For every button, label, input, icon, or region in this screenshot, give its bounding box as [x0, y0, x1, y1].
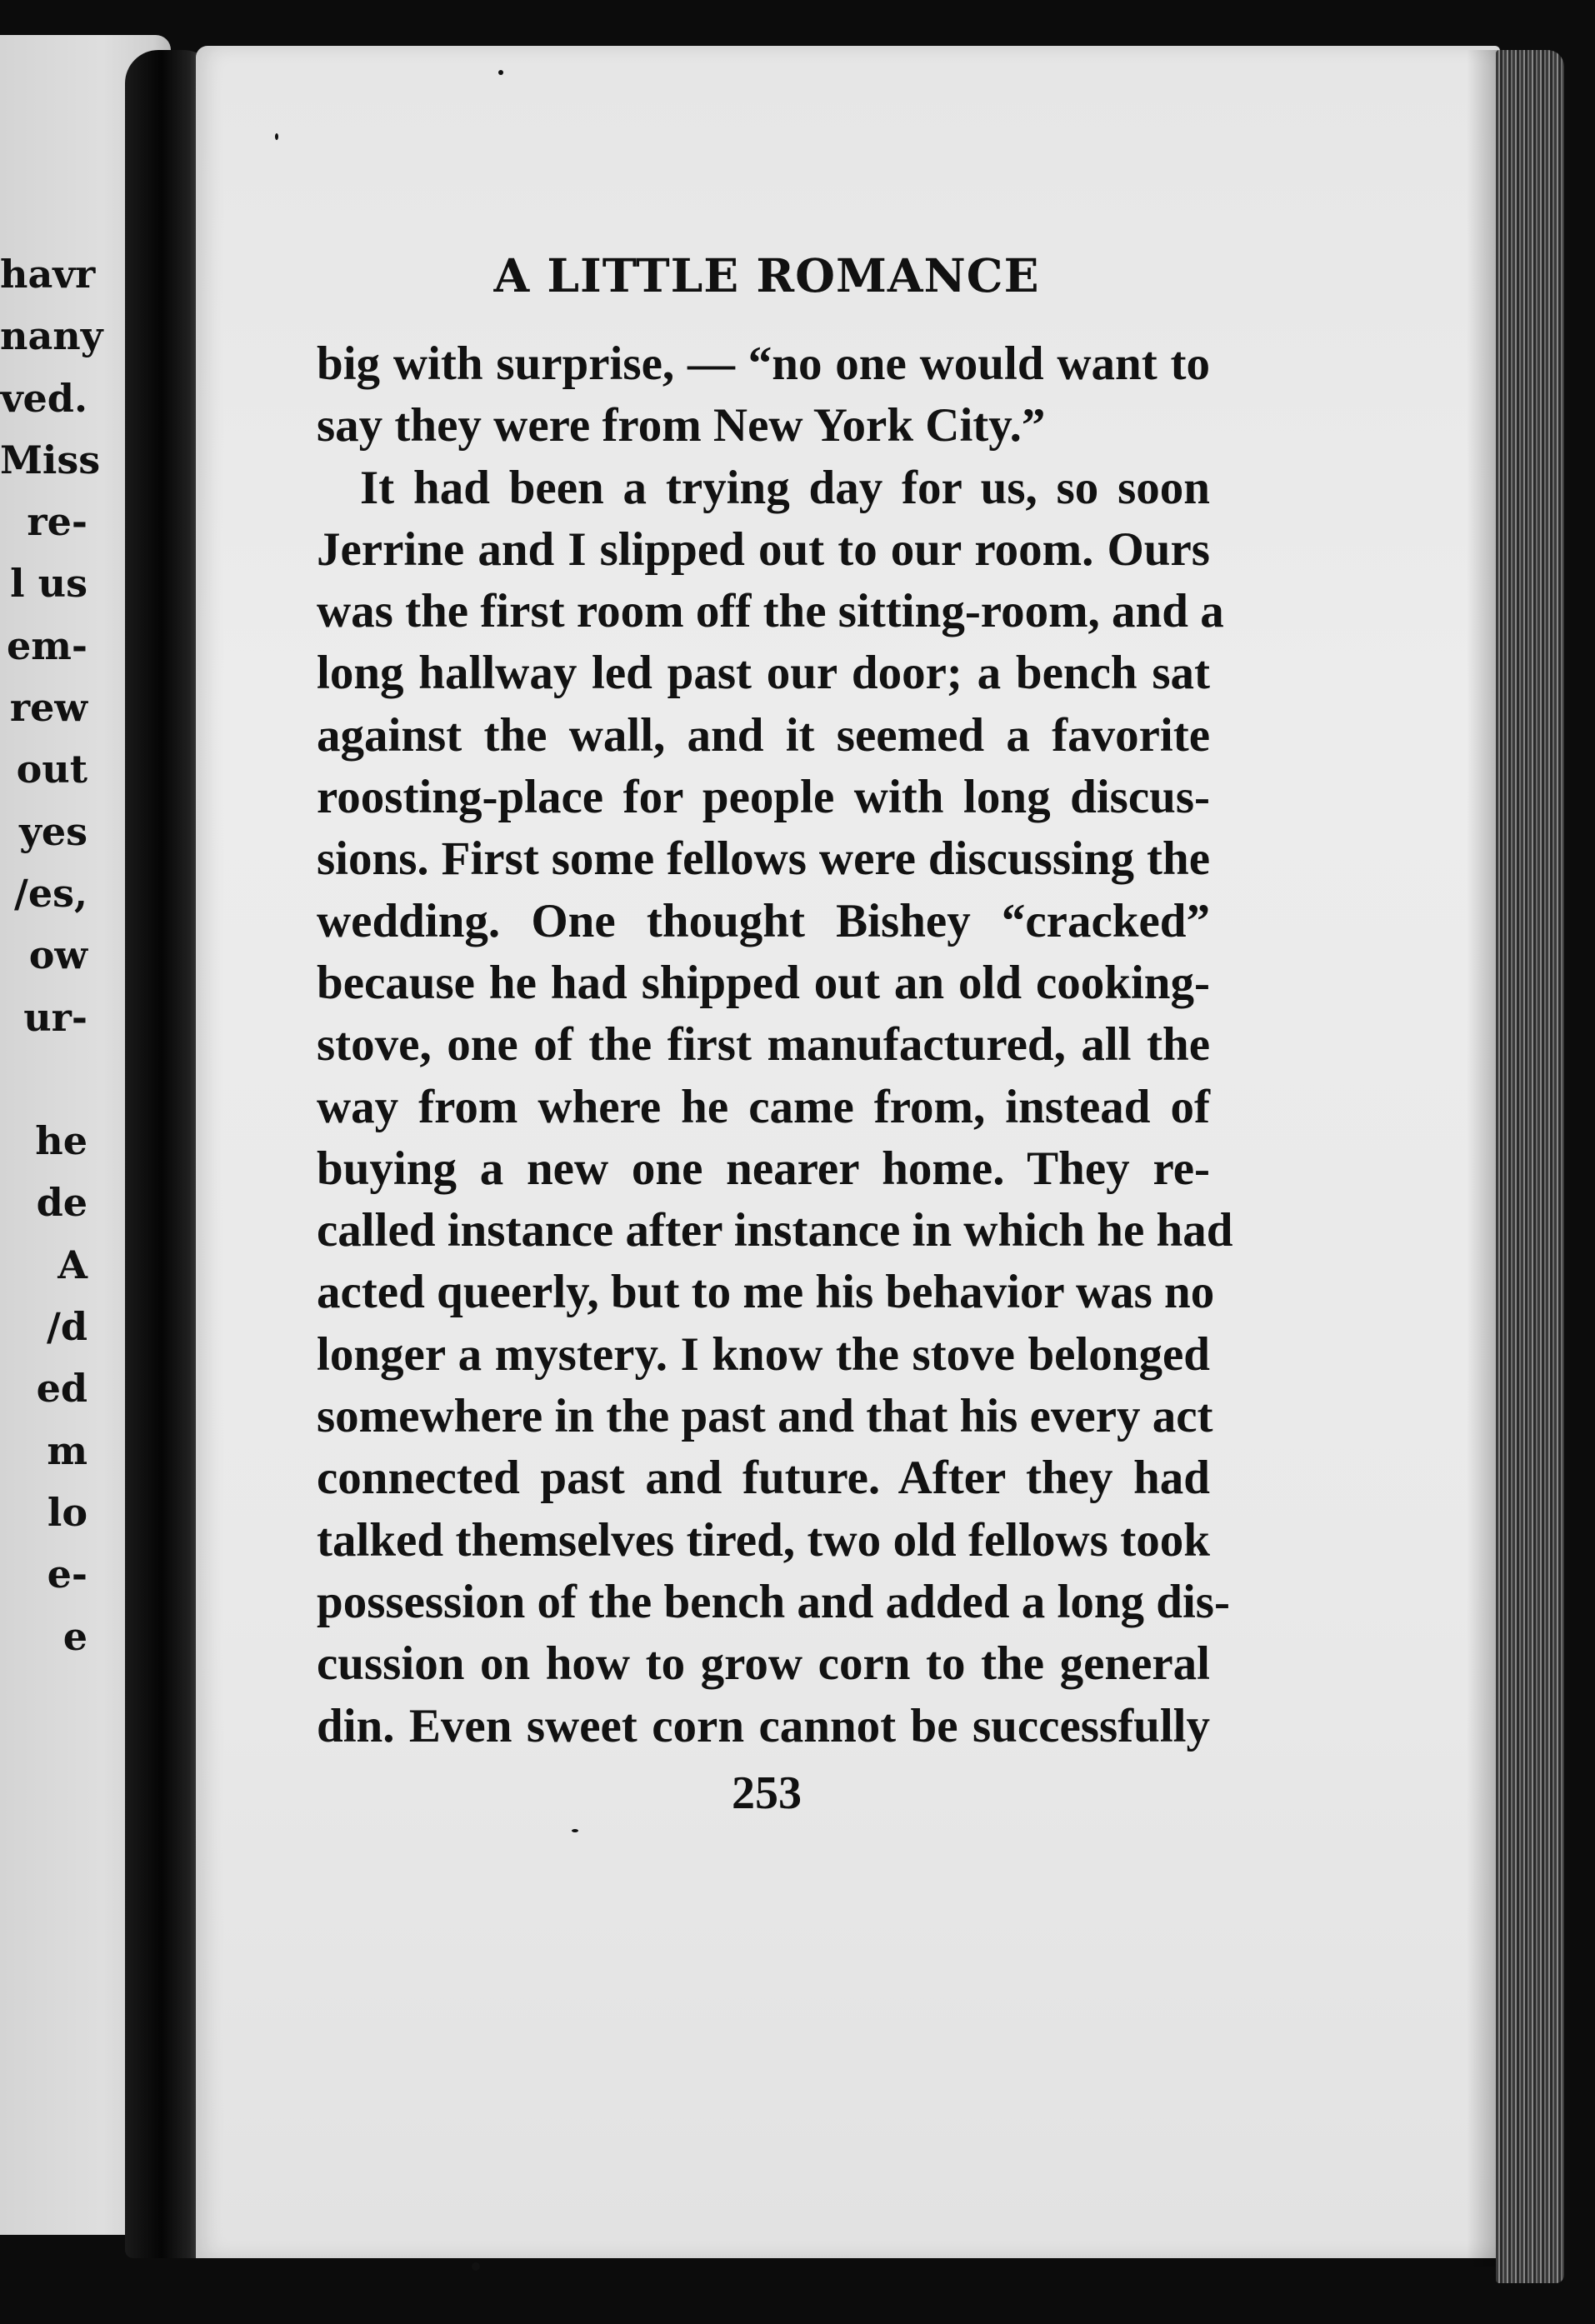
text-line: possession of the bench and added a long dis- [317, 1575, 1230, 1628]
previous-page-fragment: ow [28, 932, 88, 978]
text-line: cussion on how to grow corn to the general [317, 1637, 1210, 1691]
text-line: roosting-place for people with long discus- [317, 771, 1210, 824]
previous-page-fragment: de [36, 1180, 88, 1226]
page-edge-shadow [1467, 50, 1500, 2267]
previous-page-fragment: yes [19, 808, 88, 854]
text-line: against the wall, and it seemed a favorite [317, 708, 1210, 762]
running-head: A LITTLE ROMANCE [493, 248, 1040, 302]
text-line: connected past and future. After they had [317, 1452, 1210, 1505]
previous-page-fragment: re- [27, 499, 88, 545]
previous-page-fragment: /es, [14, 870, 88, 916]
previous-page-fragment: ved. [0, 375, 88, 421]
text-line: because he had shipped out an old cooking- [317, 956, 1210, 1009]
previous-page-fragment: nany [0, 313, 103, 359]
page-fore-edge [1496, 50, 1564, 2283]
previous-page-fragment: he [35, 1118, 88, 1164]
scan-speck [472, 2262, 480, 2271]
text-line: talked themselves tired, two old fellows took [317, 1513, 1210, 1567]
text-line: stove, one of the first manufactured, all the [317, 1018, 1210, 1072]
text-line: sions. First some fellows were discussing the [317, 832, 1210, 886]
previous-page-fragment: m [47, 1427, 88, 1473]
previous-page-fragment: lo [47, 1489, 88, 1535]
previous-page-fragment: em- [6, 622, 88, 668]
previous-page-fragment: e- [47, 1552, 88, 1597]
text-line: It had been a trying day for us, so soon [360, 461, 1210, 514]
text-line: big with surprise, — “no one would want to [317, 337, 1210, 390]
text-line: Jerrine and I slipped out to our room. Ours [317, 522, 1210, 576]
text-line: way from where he came from, instead of [317, 1080, 1210, 1133]
scan-speck [572, 1829, 578, 1832]
previous-page-fragment: l us [10, 561, 88, 607]
text-line: somewhere in the past and that his every act [317, 1390, 1213, 1443]
previous-page-fragment: rew [9, 685, 88, 731]
page-number: 253 [732, 1767, 802, 1819]
previous-page-fragment: e [62, 1613, 88, 1659]
text-line: wedding. One thought Bishey “cracked” [317, 894, 1210, 947]
text-line: say they were from New York City.” [317, 399, 1046, 452]
page-body-text [317, 333, 1233, 1757]
text-line: din. Even sweet corn cannot be successfully [317, 1699, 1210, 1752]
previous-page-fragment: ur- [23, 994, 88, 1040]
scan-speck [275, 133, 278, 140]
previous-page-fragment: A [58, 1242, 88, 1287]
previous-page-fragment: havr [0, 252, 96, 297]
previous-page-fragment: /d [47, 1304, 88, 1350]
text-line: was the first room off the sitting-room, and a [317, 585, 1224, 638]
text-line: called instance after instance in which he had [317, 1204, 1233, 1257]
previous-page-fragment: ed [36, 1366, 88, 1412]
text-line: longer a mystery. I know the stove belonged [317, 1327, 1210, 1381]
text-line: buying a new one nearer home. They re- [317, 1142, 1210, 1195]
text-line: acted queerly, but to me his behavior was no [317, 1266, 1215, 1319]
previous-page-fragment: Miss [0, 437, 101, 482]
text-line: long hallway led past our door; a bench sat [317, 647, 1210, 700]
scan-speck [498, 70, 503, 75]
previous-page-fragment: out [16, 747, 88, 792]
